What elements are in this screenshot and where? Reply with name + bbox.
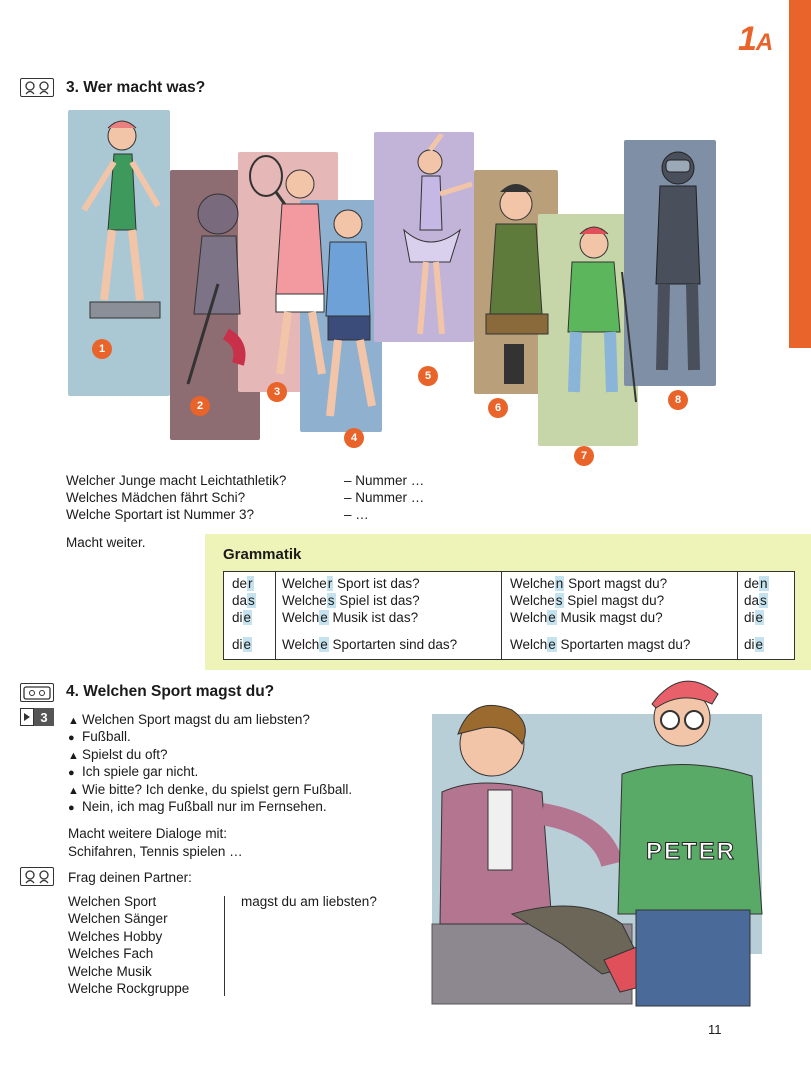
- dialogue-line-3: ▲ Spielst du oft?: [68, 747, 168, 762]
- section4-title: 4. Welchen Sport magst du?: [66, 683, 275, 700]
- track-number: 3: [34, 708, 54, 726]
- diver-figure: [640, 144, 716, 384]
- grammar-title: Grammatik: [223, 546, 302, 563]
- grammar-row4-acc-article: die: [744, 637, 764, 652]
- figure-number-8: 8: [668, 390, 688, 410]
- question-suffix: magst du am liebsten?: [241, 894, 377, 909]
- answer-1: – Nummer …: [344, 473, 425, 488]
- audio-track-badge: [20, 708, 54, 726]
- dialogue-line-6: ● Nein, ich mag Fußball nur im Fernsehen.: [68, 799, 327, 814]
- grammar-row1-nominative: Welcher Sport ist das?: [282, 576, 420, 591]
- pair-talk-icon-2: [20, 867, 54, 886]
- grammar-table: [223, 571, 795, 660]
- grammar-row2-acc-article: das: [744, 593, 767, 608]
- sweater-lettering: PETER: [646, 838, 737, 865]
- chapter-label: 1A: [738, 20, 773, 58]
- figure-number-2: 2: [190, 396, 210, 416]
- question-2: Welches Mädchen fährt Schi?: [66, 490, 246, 505]
- figure-number-7: 7: [574, 446, 594, 466]
- dialogue-line-2: ● Fußball.: [68, 729, 131, 744]
- dialogue-line-4: ● Ich spiele gar nicht.: [68, 764, 199, 779]
- item-musik: Welche Musik: [68, 964, 152, 979]
- grammar-row3-article: die: [232, 610, 252, 625]
- sports-illustration: [60, 104, 740, 464]
- cassette-icon: [20, 683, 54, 702]
- dialogue-line-5: ▲ Wie bitte? Ich denke, du spielst gern Fußball.: [68, 782, 353, 797]
- runner-figure: [308, 206, 386, 426]
- cd-icon: [20, 708, 34, 726]
- figure-number-4: 4: [344, 428, 364, 448]
- item-fach: Welches Fach: [68, 946, 154, 961]
- grammar-box: [205, 534, 811, 670]
- more-dialogues-line2: Schifahren, Tennis spielen …: [68, 844, 243, 859]
- figure-number-6: 6: [488, 398, 508, 418]
- list-divider: [224, 896, 225, 996]
- grammar-row4-article: die: [232, 637, 252, 652]
- more-dialogues-line1: Macht weitere Dialoge mit:: [68, 826, 228, 841]
- continue-instruction: Macht weiter.: [66, 535, 146, 550]
- answer-2: – Nummer …: [344, 490, 425, 505]
- swimmer-figure: [80, 110, 170, 340]
- section3-title: 3. Wer macht was?: [66, 79, 206, 96]
- pair-talk-icon: [20, 78, 54, 97]
- boys-illustration: [412, 664, 786, 1010]
- grammar-row3-accusative: Welche Musik magst du?: [510, 610, 663, 625]
- figure-number-3: 3: [267, 382, 287, 402]
- dialogue-line-1: ▲ Welchen Sport magst du am liebsten?: [68, 712, 310, 727]
- grammar-row1-accusative: Welchen Sport magst du?: [510, 576, 668, 591]
- item-hobby: Welches Hobby: [68, 929, 163, 944]
- question-1: Welcher Junge macht Leichtathletik?: [66, 473, 287, 488]
- ballerina-figure: [390, 134, 480, 344]
- ask-partner-instruction: Frag deinen Partner:: [68, 870, 192, 885]
- grammar-row1-article: der: [232, 576, 253, 591]
- item-saenger: Welchen Sänger: [68, 911, 168, 926]
- grammar-row2-article: das: [232, 593, 255, 608]
- question-3: Welche Sportart ist Nummer 3?: [66, 507, 255, 522]
- page-number: 11: [708, 1022, 722, 1037]
- grammar-row4-nominative: Welche Sportarten sind das?: [282, 637, 458, 652]
- grammar-row1-acc-article: den: [744, 576, 768, 591]
- grammar-row2-accusative: Welches Spiel magst du?: [510, 593, 665, 608]
- figure-number-5: 5: [418, 366, 438, 386]
- chapter-tab-bar: [789, 0, 811, 348]
- grammar-row3-acc-article: die: [744, 610, 764, 625]
- grammar-row3-nominative: Welche Musik ist das?: [282, 610, 419, 625]
- skier-figure: [550, 222, 640, 422]
- item-sport: Welchen Sport: [68, 894, 157, 909]
- item-rockgruppe: Welche Rockgruppe: [68, 981, 190, 996]
- grammar-row4-accusative: Welche Sportarten magst du?: [510, 637, 691, 652]
- grammar-row2-nominative: Welches Spiel ist das?: [282, 593, 420, 608]
- answer-3: – …: [344, 507, 369, 522]
- figure-number-1: 1: [92, 339, 112, 359]
